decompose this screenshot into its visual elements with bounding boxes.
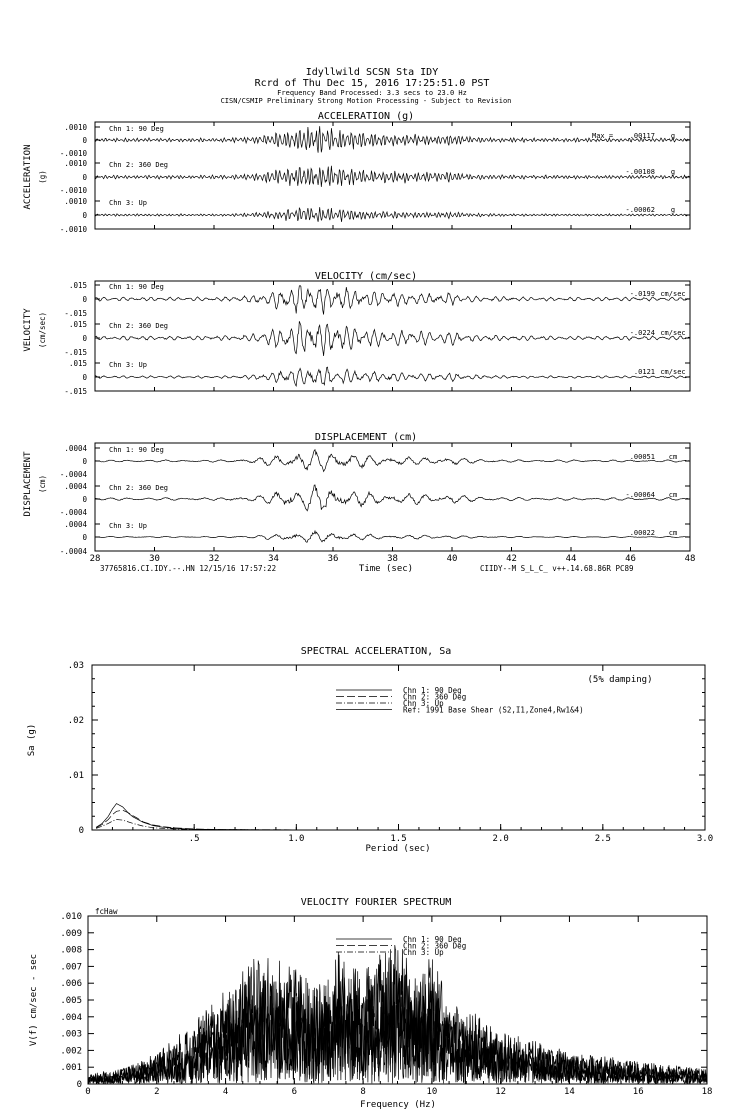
time-tick-label: 40 bbox=[446, 554, 458, 564]
acceleration-peak-value: -.00062 bbox=[625, 206, 655, 214]
velocity-peak-unit: cm/sec bbox=[660, 368, 686, 376]
velocity-tick-label-bottom: -.015 bbox=[64, 348, 87, 357]
velocity-tick-label-zero: 0 bbox=[82, 295, 87, 304]
displacement-peak-unit: cm bbox=[668, 491, 678, 499]
time-tick-label: 42 bbox=[506, 554, 517, 564]
acceleration-axis-unit: (g) bbox=[38, 170, 47, 184]
spectral-y-tick-label: .03 bbox=[67, 661, 84, 671]
spectral-frame bbox=[92, 665, 705, 830]
acceleration-tick-label-zero: 0 bbox=[82, 173, 87, 182]
velocity-peak-unit: cm/sec bbox=[660, 329, 686, 337]
displacement-tick-label-top: .0004 bbox=[64, 444, 87, 453]
header-processing-note: CISN/CSMIP Preliminary Strong Motion Processing - Subject to Revision bbox=[220, 97, 512, 105]
fourier-y-tick-label: .009 bbox=[60, 928, 82, 939]
acceleration-channel-label: Chn 3: Up bbox=[109, 199, 147, 207]
velocity-panel bbox=[23, 271, 690, 396]
processing-id-footer: CIIDY--M S_L_C_ v++.14.68.86R PC89 bbox=[480, 564, 634, 573]
acceleration-max-prefix: Max = bbox=[592, 132, 614, 140]
acceleration-tick-label-top: .0010 bbox=[64, 197, 87, 206]
spectral-x-tick-label: 3.0 bbox=[696, 834, 714, 844]
spectral-legend-label: Ref: 1991 Base Shear (S2,I1,Zone4,Rw1&4) bbox=[403, 705, 584, 715]
spectral-y-tick-label: 0 bbox=[78, 826, 84, 836]
velocity-trace bbox=[95, 286, 690, 315]
displacement-axis-label: DISPLACEMENT bbox=[23, 451, 33, 517]
acceleration-tick-label-zero: 0 bbox=[82, 136, 87, 145]
fourier-y-tick-label: .007 bbox=[60, 962, 82, 973]
spectral-series-line bbox=[96, 804, 705, 830]
fourier-y-tick-label: .006 bbox=[60, 979, 82, 990]
time-tick-label: 28 bbox=[89, 554, 101, 564]
displacement-peak-value: .00051 bbox=[629, 453, 655, 461]
fourier-x-tick-label: 10 bbox=[426, 1087, 438, 1097]
acceleration-tick-label-bottom: -.0010 bbox=[59, 186, 87, 195]
header-station: Idyllwild SCSN Sta IDY bbox=[305, 67, 439, 78]
displacement-frame bbox=[95, 443, 690, 551]
fourier-x-tick-label: 6 bbox=[291, 1087, 298, 1097]
fourier-y-tick-label: .008 bbox=[60, 945, 82, 956]
displacement-peak-unit: cm bbox=[668, 529, 678, 537]
fourier-legend-label: Chn 1: 90 Deg bbox=[403, 935, 462, 944]
displacement-peak-value: .00022 bbox=[629, 529, 655, 537]
fourier-x-tick-label: 8 bbox=[360, 1087, 366, 1097]
velocity-peak-value: -.0224 bbox=[629, 329, 655, 337]
acceleration-tick-label-zero: 0 bbox=[82, 211, 87, 220]
fourier-x-tick-label: 14 bbox=[564, 1087, 575, 1097]
velocity-peak-value: .0121 bbox=[633, 368, 655, 376]
fourier-x-tick-label: 4 bbox=[222, 1087, 229, 1097]
time-tick-label: 38 bbox=[387, 554, 398, 564]
velocity-axis-label: VELOCITY bbox=[23, 308, 33, 352]
velocity-channel-label: Chn 3: Up bbox=[109, 361, 147, 369]
velocity-fourier-panel bbox=[29, 897, 712, 1110]
acceleration-panel bbox=[23, 111, 690, 234]
acceleration-peak-value: -.00108 bbox=[625, 168, 655, 176]
fourier-y-tick-label: .003 bbox=[60, 1029, 82, 1040]
displacement-tick-label-bottom: -.0004 bbox=[59, 508, 87, 517]
fourier-legend-label: Chn 2: 360 Deg bbox=[403, 941, 467, 951]
spectral-legend-label: Chn 3: Up bbox=[403, 699, 444, 708]
fourier-y-tick-label: .002 bbox=[60, 1046, 82, 1057]
fourier-x-axis-label: Frequency (Hz) bbox=[360, 1100, 436, 1110]
spectral-title: SPECTRAL ACCELERATION, Sa bbox=[300, 646, 452, 657]
velocity-peak-unit: cm/sec bbox=[660, 290, 686, 298]
fourier-y-axis-label: V(f) cm/sec - sec bbox=[29, 953, 39, 1047]
time-tick-label: 30 bbox=[149, 554, 160, 564]
acceleration-tick-label-top: .0010 bbox=[64, 123, 87, 132]
spectral-x-tick-label: 1.5 bbox=[390, 834, 407, 844]
fourier-y-tick-label: .010 bbox=[60, 912, 82, 922]
displacement-channel-label: Chn 1: 90 Deg bbox=[109, 446, 164, 454]
velocity-trace bbox=[95, 367, 690, 386]
spectral-y-axis-label: Sa (g) bbox=[27, 723, 37, 757]
spectral-series-line bbox=[96, 810, 705, 830]
fourier-corner-label: fcHaw bbox=[95, 907, 118, 916]
displacement-tick-label-zero: 0 bbox=[82, 533, 87, 542]
spectral-y-tick-label: .02 bbox=[67, 716, 84, 726]
acceleration-tick-label-bottom: -.0010 bbox=[59, 225, 87, 234]
time-tick-label: 46 bbox=[625, 554, 636, 564]
displacement-tick-label-zero: 0 bbox=[82, 495, 87, 504]
displacement-trace bbox=[95, 450, 690, 472]
acceleration-axis-label: ACCELERATION bbox=[23, 144, 33, 210]
velocity-tick-label-bottom: -.015 bbox=[64, 387, 87, 396]
velocity-tick-label-zero: 0 bbox=[82, 373, 87, 382]
displacement-title: DISPLACEMENT (cm) bbox=[314, 432, 418, 443]
displacement-trace bbox=[95, 531, 690, 542]
acceleration-peak-unit: g bbox=[670, 168, 676, 176]
displacement-tick-label-top: .0004 bbox=[64, 482, 87, 491]
displacement-tick-label-bottom: -.0004 bbox=[59, 470, 87, 479]
displacement-tick-label-bottom: -.0004 bbox=[59, 547, 87, 556]
displacement-trace bbox=[95, 485, 690, 511]
velocity-tick-label-top: .015 bbox=[68, 359, 87, 368]
fourier-y-tick-label: .005 bbox=[60, 996, 82, 1006]
displacement-panel bbox=[23, 432, 695, 574]
velocity-trace bbox=[95, 321, 690, 356]
time-axis-label: Time (sec) bbox=[358, 564, 414, 574]
velocity-tick-label-top: .015 bbox=[68, 320, 87, 329]
time-tick-label: 48 bbox=[684, 554, 696, 564]
fourier-y-tick-label: .001 bbox=[60, 1063, 82, 1074]
velocity-channel-label: Chn 2: 360 Deg bbox=[109, 322, 169, 330]
spectral-legend-label: Chn 1: 90 Deg bbox=[403, 686, 462, 695]
displacement-tick-label-zero: 0 bbox=[82, 457, 87, 466]
displacement-channel-label: Chn 3: Up bbox=[109, 522, 147, 530]
fourier-x-tick-label: 16 bbox=[632, 1087, 644, 1097]
spectral-damping-note: (5% damping) bbox=[587, 675, 653, 685]
acceleration-channel-label: Chn 1: 90 Deg bbox=[109, 125, 164, 133]
spectral-x-tick-label: 2.5 bbox=[594, 834, 611, 844]
spectral-acceleration-panel bbox=[27, 646, 713, 854]
velocity-axis-unit: (cm/sec) bbox=[38, 311, 47, 349]
record-id-footer: 37765816.CI.IDY.--.HN 12/15/16 17:57:22 bbox=[100, 564, 277, 573]
spectral-x-tick-label: 2.0 bbox=[492, 834, 509, 844]
time-tick-label: 34 bbox=[268, 554, 279, 564]
acceleration-tick-label-bottom: -.0010 bbox=[59, 149, 87, 158]
velocity-title: VELOCITY (cm/sec) bbox=[314, 271, 418, 282]
acceleration-peak-unit: g bbox=[670, 206, 676, 214]
acceleration-trace bbox=[95, 207, 690, 222]
fourier-x-tick-label: 0 bbox=[85, 1087, 91, 1097]
velocity-tick-label-bottom: -.015 bbox=[64, 309, 87, 318]
fourier-x-tick-label: 18 bbox=[701, 1087, 713, 1097]
fourier-legend-label: Chn 3: Up bbox=[403, 948, 444, 957]
fourier-x-tick-label: 2 bbox=[154, 1087, 160, 1097]
spectral-y-tick-label: .01 bbox=[67, 771, 84, 781]
velocity-tick-label-top: .015 bbox=[68, 281, 87, 290]
acceleration-peak-unit: g bbox=[670, 132, 676, 140]
displacement-tick-label-top: .0004 bbox=[64, 520, 87, 529]
spectral-x-tick-label: 1.0 bbox=[288, 834, 305, 844]
velocity-tick-label-zero: 0 bbox=[82, 334, 87, 343]
displacement-peak-unit: cm bbox=[668, 453, 678, 461]
time-tick-label: 32 bbox=[208, 554, 220, 564]
header-frequency-band: Frequency Band Processed: 3.3 secs to 23.0 Hz bbox=[277, 89, 467, 97]
fourier-title: VELOCITY FOURIER SPECTRUM bbox=[300, 897, 452, 908]
acceleration-title: ACCELERATION (g) bbox=[317, 111, 415, 122]
spectral-x-axis-label: Period (sec) bbox=[365, 844, 431, 854]
displacement-axis-unit: (cm) bbox=[38, 474, 47, 494]
acceleration-peak-value: .00117 bbox=[629, 132, 655, 140]
velocity-channel-label: Chn 1: 90 Deg bbox=[109, 283, 164, 291]
fourier-y-tick-label: 0 bbox=[76, 1080, 82, 1090]
displacement-peak-value: -.00064 bbox=[625, 491, 655, 499]
time-tick-label: 36 bbox=[327, 554, 339, 564]
spectral-legend-label: Chn 2: 360 Deg bbox=[403, 692, 467, 702]
fourier-x-tick-label: 12 bbox=[495, 1087, 507, 1097]
acceleration-trace bbox=[95, 166, 690, 187]
velocity-peak-value: -.0199 bbox=[629, 290, 655, 298]
displacement-channel-label: Chn 2: 360 Deg bbox=[109, 484, 169, 492]
fourier-y-tick-label: .004 bbox=[60, 1012, 82, 1023]
spectral-x-tick-label: .5 bbox=[188, 834, 200, 844]
header-record-date: Rcrd of Thu Dec 15, 2016 17:25:51.0 PST bbox=[254, 78, 490, 89]
acceleration-tick-label-top: .0010 bbox=[64, 159, 87, 168]
time-tick-label: 44 bbox=[565, 554, 577, 564]
acceleration-channel-label: Chn 2: 360 Deg bbox=[109, 161, 169, 169]
